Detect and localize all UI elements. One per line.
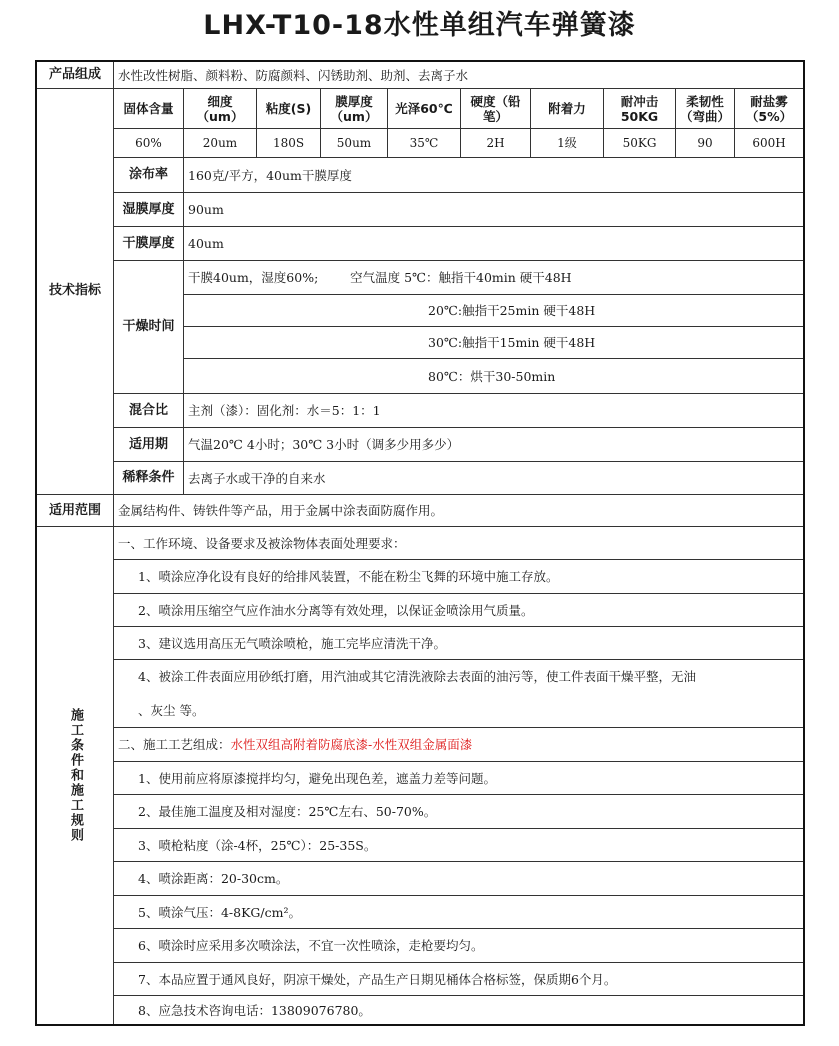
- header-viscosity: 粘度(S): [265, 101, 312, 116]
- rules-section-2-highlight: 水性双组高附着防腐底漆-水性双组金属面漆: [230, 737, 473, 752]
- value-gloss: 35℃: [409, 135, 439, 150]
- drying-time-row: 20℃:触指干25min 硬干48H: [428, 303, 596, 318]
- rules-item: 、灰尘 等。: [138, 702, 205, 718]
- wet-film-value: 90um: [188, 202, 224, 217]
- rules-item: 2、喷涂用压缩空气应作油水分离等有效处理，以保证金喷涂用气质量。: [138, 602, 534, 618]
- rules-section-2-title: [114, 728, 803, 761]
- wet-film-label: 湿膜厚度: [122, 201, 175, 217]
- product-composition-value: 水性改性树脂、颜料粉、防腐颜料、闪锈助剂、助剂、去离子水: [118, 67, 469, 83]
- header-solid-content: 固体含量: [123, 101, 174, 116]
- drying-time-row: 干膜40um，湿度60%; 空气温度 5℃：触指干40min 硬干48H: [188, 270, 572, 285]
- value-fineness: 20um: [202, 135, 238, 150]
- dry-film-value: 40um: [188, 236, 224, 251]
- page-title: LHX-T10-18水性单组汽车弹簧漆: [203, 10, 636, 41]
- drying-time-label: 干燥时间: [122, 319, 175, 335]
- value-hardness: 2H: [486, 135, 505, 150]
- rules-item: 7、本品应置于通风良好，阴凉干燥处，产品生产日期见桶体合格标签，保质期6个月。: [138, 971, 617, 987]
- dilution-value: 去离子水或干净的自来水: [188, 470, 326, 486]
- rules-item: 8、应急技术咨询电话：13809076780。: [138, 1002, 371, 1018]
- value-adhesion: 1级: [557, 135, 577, 150]
- rules-item: 2、最佳施工温度及相对湿度：25℃左右、50-70%。: [138, 804, 437, 819]
- value-film-thickness: 50um: [336, 135, 372, 150]
- rules-item: 5、喷涂气压：4-8KG/cm²。: [138, 904, 301, 920]
- spec-table: [35, 60, 805, 1026]
- header-salt-spray: 耐盐雾 （5%）: [745, 93, 793, 124]
- mix-ratio-label: 混合比: [128, 402, 168, 418]
- pot-life-label: 适用期: [128, 436, 168, 452]
- rules-section-1-title: 一、工作环境、设备要求及被涂物体表面处理要求：: [118, 535, 406, 551]
- value-viscosity: 180S: [272, 135, 305, 150]
- rules-item: 3、建议选用高压无气喷涂喷枪，施工完毕应清洗干净。: [138, 635, 446, 651]
- coverage-label: 涂布率: [128, 167, 168, 183]
- header-film-thickness: 膜厚度 （um）: [330, 93, 378, 124]
- scope-label: 适用范围: [48, 502, 101, 518]
- header-flexibility: 柔韧性 （弯曲）: [679, 93, 730, 124]
- header-gloss: 光泽60℃: [395, 101, 453, 116]
- rules-item: 6、喷涂时应采用多次喷涂法，不宜一次性喷涂，走枪要均匀。: [138, 938, 484, 953]
- rules-item: 1、喷涂应净化设有良好的给排风装置，不能在粉尘飞舞的环境中施工存放。: [138, 569, 559, 584]
- header-fineness: 细度 （um）: [196, 93, 244, 124]
- rules-label-text: 施工条件和施工规则: [68, 708, 83, 843]
- value-salt-spray: 600H: [752, 135, 786, 150]
- value-flexibility: 90: [697, 135, 713, 150]
- scope-value: 金属结构件、铸铁件等产品，用于金属中涂表面防腐作用。: [118, 503, 444, 518]
- drying-time-row: 30℃:触指干15min 硬干48H: [428, 335, 596, 350]
- dry-film-label: 干膜厚度: [122, 235, 175, 251]
- header-adhesion: 附着力: [548, 101, 586, 116]
- rules-label: [37, 527, 113, 1024]
- rules-item: 4、被涂工件表面应用砂纸打磨，用汽油或其它清洗液除去表面的油污等，使工件表面干燥平整，无油: [138, 669, 696, 684]
- rules-item: 1、使用前应将原漆搅拌均匀，避免出现色差，遮盖力差等问题。: [138, 770, 496, 786]
- value-impact: 50KG: [622, 135, 657, 150]
- dilution-label: 稀释条件: [122, 470, 175, 486]
- drying-time-row: 80℃：烘干30-50min: [428, 368, 556, 384]
- value-solid-content: 60%: [135, 135, 162, 150]
- mix-ratio-value: 主剂（漆）：固化剂：水＝5：1：1: [188, 403, 381, 418]
- rules-item: 3、喷枪粘度（涂-4杯，25℃）：25-35S。: [138, 837, 377, 853]
- rules-item: 4、喷涂距离：20-30cm。: [138, 871, 289, 886]
- rules-section-2-prefix: 二、施工工艺组成：: [118, 737, 231, 752]
- pot-life-value: 气温20℃ 4小时；30℃ 3小时（调多少用多少）: [188, 437, 460, 452]
- header-impact: 耐冲击 50KG: [620, 93, 659, 124]
- header-hardness: 硬度（铅 笔）: [470, 93, 521, 124]
- coverage-value: 160克/平方，40um干膜厚度: [188, 167, 352, 183]
- tech-spec-label: 技术指标: [48, 283, 101, 299]
- product-composition-label: 产品组成: [48, 67, 101, 83]
